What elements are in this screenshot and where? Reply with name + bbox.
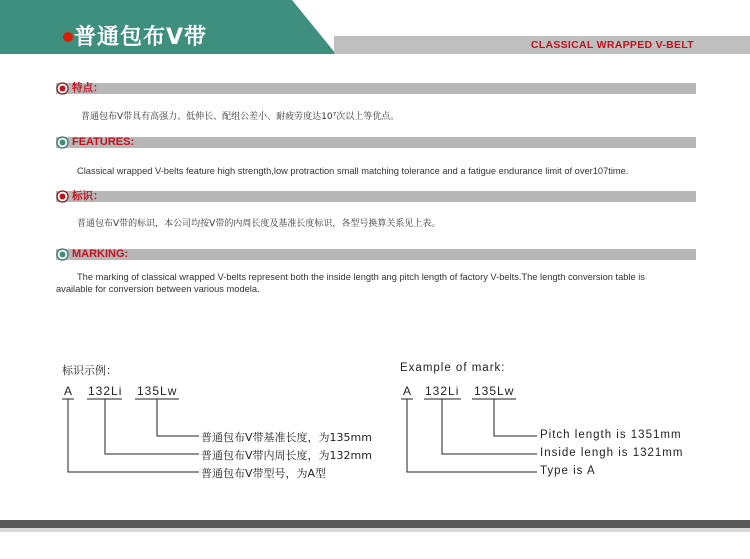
example-en-note-type: Type is A [540, 465, 596, 477]
example-en-code-pitch: 135Lw [474, 384, 515, 398]
example-en-code-inside: 132Li [425, 384, 460, 398]
example-cn-note-inside: 普通包布V带内周长度，为132mm [201, 449, 372, 462]
example-en-note-pitch: Pitch length is 1351mm [540, 429, 682, 441]
footer-bar-light [0, 528, 750, 532]
header-subtitle: CLASSICAL WRAPPED V-BELT [530, 39, 694, 51]
features-en-text: Classical wrapped V-belts feature high strength,low protraction small matching tolerance and a fatigue endurance limit of over107time. [77, 166, 629, 176]
page-title: 普通包布V带 [74, 25, 208, 50]
section-label: FEATURES: [72, 136, 135, 148]
example-en-note-inside: Inside lengh is 1321mm [540, 447, 684, 459]
example-en-title: Example of mark: [400, 362, 506, 374]
example-cn-note-type: 普通包布V带型号，为A型 [201, 467, 327, 480]
marking-en-text-line1: The marking of classical wrapped V-belts represent both the inside length ang pitch length of factory V-belts.The length conversion table is [77, 272, 645, 282]
section-label: 标识： [72, 190, 104, 202]
example-cn-note-pitch: 普通包布V带基准长度，为135mm [201, 431, 372, 444]
features-cn-text: 普通包布V带具有高强力、低伸长、配组公差小、耐疲劳度达10⁷次以上等优点。 [81, 112, 400, 122]
marking-cn-text: 普通包布V带的标识，本公司均按V带的内周长度及基准长度标识，各型号换算关系见上表。 [77, 219, 441, 229]
footer-bar [0, 520, 750, 528]
section-label: MARKING: [72, 248, 129, 260]
example-cn-code-type: A [64, 384, 74, 398]
section-label: 特点： [72, 82, 104, 94]
example-cn-title: 标识示例： [62, 364, 117, 377]
example-cn-code-inside: 132Li [88, 384, 123, 398]
marking-en-text-line2: available for conversion between various modela. [56, 284, 260, 294]
example-cn-code-pitch: 135Lw [137, 384, 178, 398]
example-en-code-type: A [403, 384, 413, 398]
